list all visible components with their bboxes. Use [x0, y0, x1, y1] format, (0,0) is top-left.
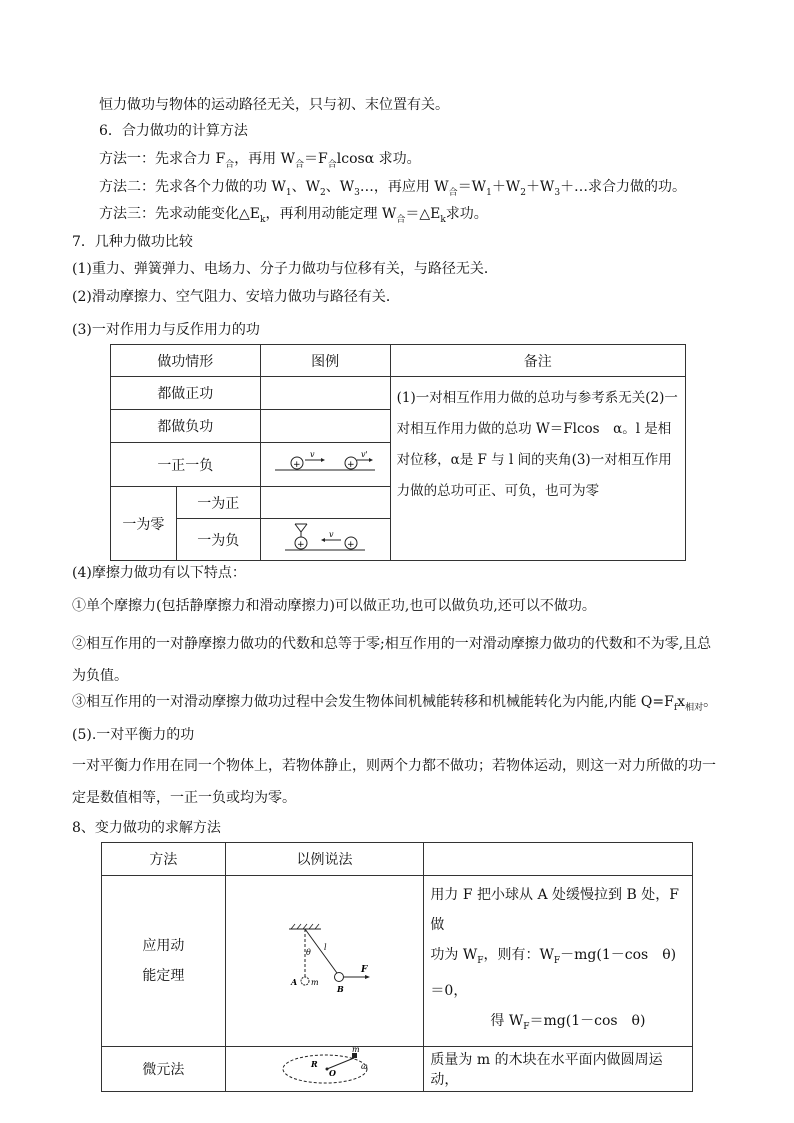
pendulum-figure-cell — [225, 876, 424, 1047]
point-b-label: B — [336, 983, 344, 994]
row-both-negative: 都做负功 — [111, 410, 261, 443]
figure-opposite-balls — [260, 443, 390, 487]
radius-label: R — [310, 1058, 318, 1069]
mass-label: m — [310, 977, 319, 987]
item-7-5: (5).一对平衡力的功 — [72, 727, 195, 743]
omega-label: ω — [360, 1061, 368, 1071]
circular-motion-diagram — [275, 1047, 375, 1087]
figure-fixed-ball — [260, 519, 390, 561]
col-header-figure: 图例 — [260, 345, 390, 377]
svg-text:+: + — [347, 459, 355, 470]
method-2: 方法二：先求各个力做的功 $W_1$、$W_2$、$W_3\dots$，再应用 $W_合=W_1+W_2+W_3+\dots$求合力做的功。 — [99, 179, 687, 198]
item-7-3: (3)一对作用力与反作用力的功 — [72, 322, 260, 338]
explain-line-1: 用力 F 把小球从 A 处缓慢拉到 B 处，F 做 — [430, 887, 679, 933]
fixed-charge-diagram — [265, 520, 385, 556]
row-one-zero: 一为零 — [111, 487, 177, 561]
force-label: F — [360, 964, 367, 975]
heading-7: 7．几种力做功比较 — [72, 234, 193, 250]
row-one-negative: 一为负 — [176, 519, 260, 561]
two-balls-diagram — [265, 448, 385, 478]
method-1: 方法一：先求合力 $F_合$，再用 $W_合=F_合lcos\alpha$ 求功。 — [99, 151, 421, 170]
col-header-example: 以例说法 — [225, 843, 424, 876]
svg-text:+: + — [297, 539, 305, 550]
friction-1: ①单个摩擦力(包括静摩擦力和滑动摩擦力)可以做正功,也可以做负功,还可以不做功。 — [72, 598, 596, 614]
method-kinetic-theorem — [102, 876, 226, 1047]
work-comparison-table — [110, 344, 686, 561]
kinetic-theorem-explanation — [424, 876, 693, 1047]
velocity-label: v — [310, 449, 315, 459]
heading-8: 8、变力做功的求解方法 — [72, 820, 221, 836]
method-line-2: 能定理 — [142, 967, 185, 984]
center-label: O — [328, 1067, 336, 1078]
block-mass-label: m — [351, 1046, 360, 1054]
remark-cell — [390, 377, 685, 561]
velocity-label-3: v — [329, 529, 334, 539]
explain-line-2: 功为 $W_F$，则有：$W_F-mg(1-\cos$ θ)＝0， — [430, 947, 677, 999]
para-path-independence: 恒力做功与物体的运动路径无关，只与初、末位置有关。 — [99, 97, 449, 113]
friction-3: ③相互作用的一对滑动摩擦力做功过程中会发生物体间机械能转移和机械能转化为内能,内能 $Q=F_fx_{相对}$。 — [72, 694, 718, 713]
col-header-method: 方法 — [102, 843, 226, 876]
figure-empty — [260, 410, 390, 443]
explain-line-3: 得 $W_F=mg(1-\cos$ θ) — [490, 1012, 646, 1032]
row-both-positive: 都做正功 — [111, 377, 261, 410]
velocity-label-2: v' — [361, 449, 368, 459]
variable-force-table — [101, 842, 693, 1092]
theta-label: θ — [305, 947, 311, 957]
method-3: 方法三：先求动能变化$\triangle E_k$，再利用动能定理 $W_合=\triangle E_k$求功。 — [99, 206, 488, 225]
col-header-situation: 做功情形 — [111, 345, 261, 377]
svg-text:+: + — [293, 459, 301, 470]
col-header-blank — [424, 843, 693, 876]
figure-empty — [260, 377, 390, 410]
row-one-pos-one-neg: 一正一负 — [111, 443, 261, 487]
point-a-label: A — [290, 976, 297, 987]
circle-figure-cell — [225, 1046, 424, 1091]
method-microelement: 微元法 — [102, 1046, 226, 1091]
heading-6: 6．合力做功的计算方法 — [99, 123, 248, 139]
balance-force-para: 一对平衡力作用在同一个物体上，若物体静止，则两个力都不做功；若物体运动，则这一对力所做的功一定是数值相等，一正一负或均为零。 — [72, 758, 716, 806]
col-header-remark: 备注 — [390, 345, 685, 377]
length-label: l — [323, 942, 327, 952]
remark-text: (1)一对相互作用力做的总功与参考系无关(2)一对相互作用力做的总功 W＝Flcos α。l 是相对位移，α是 F 与 l 间的夹角(3)一对相互作用力做的总功可正、可负，也可为零 — [396, 390, 678, 499]
friction-2: ②相互作用的一对静摩擦力做功的代数和总等于零;相互作用的一对滑动摩擦力做功的代数和不为零,且总为负值。 — [72, 636, 712, 684]
method-line-1: 应用动 — [142, 937, 185, 954]
item-7-4: (4)摩擦力做功有以下特点： — [72, 565, 246, 581]
row-one-positive: 一为正 — [176, 487, 260, 519]
item-7-2: (2)滑动摩擦力、空气阻力、安培力做功与路径有关． — [72, 289, 400, 305]
figure-empty — [260, 487, 390, 519]
item-7-1: (1)重力、弹簧弹力、电场力、分子力做功与位移有关，与路径无关． — [72, 261, 498, 277]
pendulum-diagram — [275, 919, 375, 999]
svg-text:+: + — [347, 539, 355, 550]
microelement-explanation: 质量为 m 的木块在水平面内做圆周运动， — [424, 1046, 693, 1091]
